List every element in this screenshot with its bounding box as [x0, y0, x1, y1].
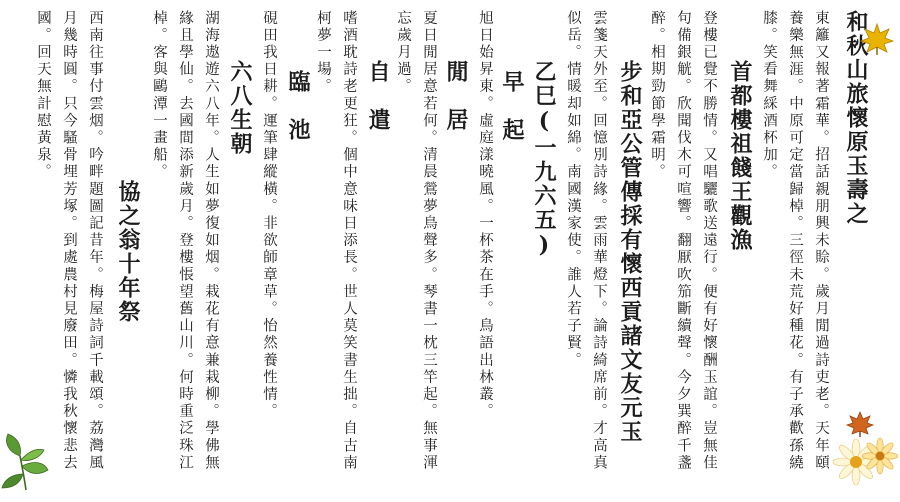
poem-title: 六八生朝 — [227, 60, 253, 156]
poem-line: 硯田我日耕。運筆肆縱橫。非欲師章草。怡然養性情。 — [261, 10, 277, 421]
poem-line: 嗜酒耽詩老更狂。個中意味日添長。世人莫笑書生拙。自古南 — [341, 10, 357, 472]
poem-line: 棹。客與鷗潭一畫船。 — [151, 10, 167, 181]
poem-line: 國。回天無計慰黃泉。 — [35, 10, 51, 181]
poem-line: 東籬又報著霜華。招話親朋興未賒。歲月閒過詩吏老。天年頤 — [813, 10, 829, 472]
poem-line: 雲箋天外至。回憶別詩緣。雲雨華燈下。論詩綺席前。才高真 — [591, 10, 607, 472]
poem-line: 夏日閒居意若何。清晨鶯夢鳥聲多。琴書一枕三竿起。無事渾 — [421, 10, 437, 472]
poem-line: 旭日始昇東。虛庭漾曉風。一杯茶在手。鳥語出林叢。 — [477, 10, 493, 421]
poem-title: 和秋山旅懷原玉壽之 — [843, 10, 869, 226]
year-heading: 乙巳(一九六五) — [531, 60, 557, 260]
poem-line: 柯夢一場。 — [315, 10, 331, 96]
poem-title: 首都樓祖餞王觀漁 — [727, 60, 753, 252]
poem-line: 似岳。情暖却如綿。南國漢家使。誰人若子賢。 — [565, 10, 581, 370]
poem-line: 登樓已覺不勝情。又唱驪歌送遠行。便有好懷酬玉誼。豈無佳 — [701, 10, 717, 472]
poem-title: 協之翁十年祭 — [115, 180, 141, 324]
poem-title: 臨 池 — [285, 70, 311, 142]
poem-line: 緣且學仙。去國間添新歲月。登樓悵望舊山川。何時重泛珠江 — [177, 10, 193, 472]
poem-line: 醉。相期勁節學霜明。 — [649, 10, 665, 181]
poem-line: 養樂無涯。中原可定當歸棹。三徑未荒好種花。有子承歡孫繞 — [787, 10, 803, 472]
poem-title: 步和亞公管傳採有懷西貢諸文友元玉 — [617, 60, 643, 444]
poem-title: 早 起 — [499, 70, 525, 142]
poem-line: 月幾時圓。只今騷骨埋芳塚。到處農村見廢田。憐我秋懷悲去 — [61, 10, 77, 472]
poem-line: 湖海遨遊六八年。人生如夢復如烟。栽花有意兼栽柳。學佛無 — [203, 10, 219, 472]
poem-line: 西南往事付雲烟。吟畔題圖記昔年。梅屋詩詞千載頌。荔灣風 — [87, 10, 103, 472]
poem-line: 忘歲月過。 — [395, 10, 411, 96]
poem-line: 句備銀觥。欣聞伐木可喧響。翻厭吹笳斷續聲。今夕巽醉千盞 — [675, 10, 691, 472]
poem-title: 自 遣 — [365, 60, 391, 132]
daisy-flower-icon — [832, 432, 898, 492]
poem-line: 膝。笑看舞綵酒杯加。 — [761, 10, 777, 181]
green-leaves-icon — [0, 430, 52, 492]
poem-title: 閒 居 — [443, 60, 469, 132]
maple-leaf-icon — [860, 22, 894, 56]
